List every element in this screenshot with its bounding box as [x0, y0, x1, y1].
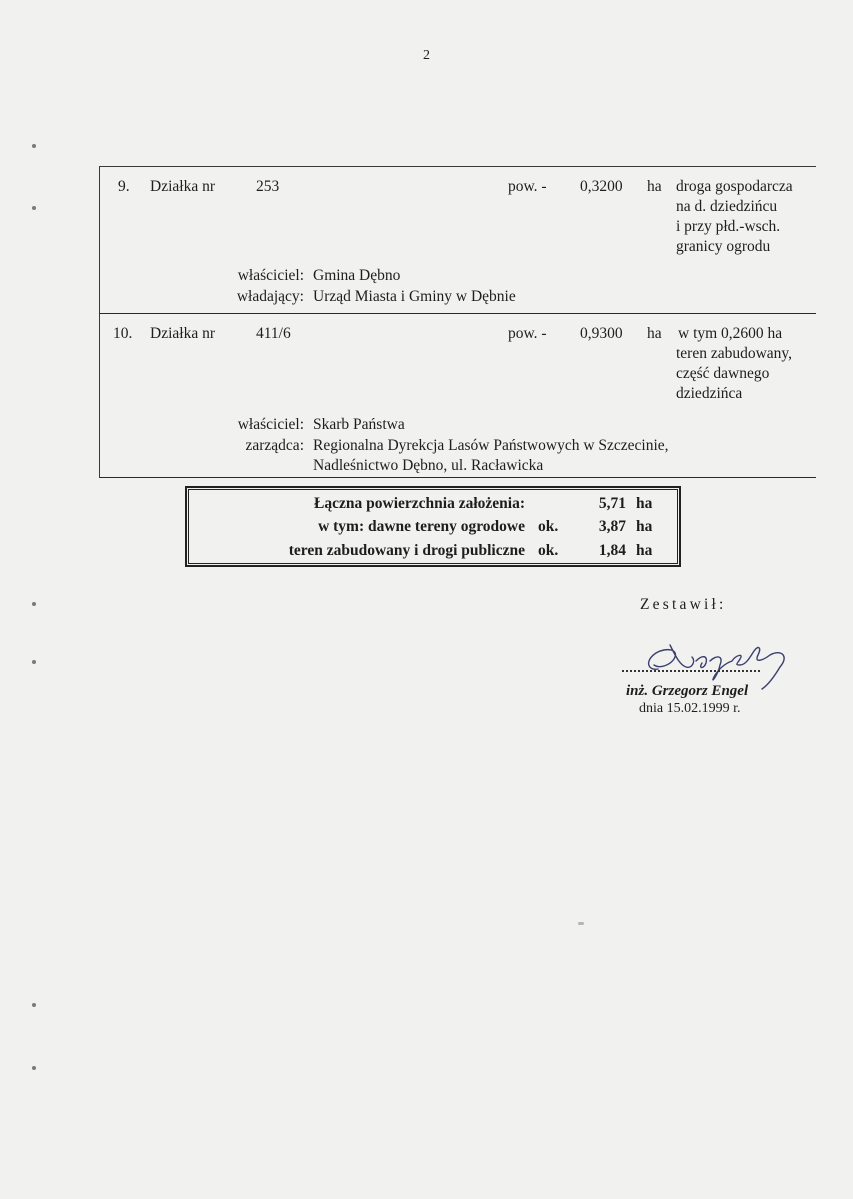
summary-label: w tym: dawne tereny ogrodowe: [318, 518, 525, 535]
manager-label: zarządca:: [245, 437, 304, 454]
parcel-number: 9.: [118, 178, 130, 195]
summary-label: teren zabudowany i drogi publiczne: [288, 542, 525, 559]
remark-line: część dawnego: [676, 365, 770, 382]
holder-label: władający:: [236, 288, 304, 305]
punch-mark: [32, 206, 36, 210]
signature-dotted-line: [622, 670, 760, 672]
summary-value: 5,71: [598, 495, 626, 512]
summary-unit: ha: [636, 542, 653, 559]
parcel-number: 10.: [113, 325, 133, 342]
document-date: dnia 15.02.1999 r.: [639, 701, 741, 716]
punch-mark: [32, 1003, 36, 1007]
summary-value: 1,84: [598, 542, 626, 559]
remark-line: dziedzińca: [676, 385, 743, 402]
remark-line: granicy ogrodu: [676, 238, 771, 255]
summary-qualifier: ok.: [538, 518, 559, 535]
parcel-id: 411/6: [256, 325, 291, 342]
summary-label: Łączna powierzchnia założenia:: [314, 495, 525, 512]
owner-label: właściciel:: [237, 416, 304, 433]
holder-value: Urząd Miasta i Gminy w Dębnie: [313, 288, 516, 305]
row-divider: [99, 313, 816, 314]
punch-mark: [32, 144, 36, 148]
owner-value: Skarb Państwa: [313, 416, 405, 433]
summary-unit: ha: [636, 518, 653, 535]
punch-mark: [32, 660, 36, 664]
punch-mark: [32, 602, 36, 606]
parcel-area: 0,9300: [580, 325, 623, 342]
page-number: 2: [423, 48, 430, 63]
parcel-id: 253: [256, 178, 280, 195]
summary-qualifier: ok.: [538, 542, 559, 559]
manager-value-line: Regionalna Dyrekcja Lasów Państwowych w Szczecinie,: [313, 437, 669, 454]
owner-label: właściciel:: [237, 267, 304, 284]
signer-name: inż. Grzegorz Engel: [626, 683, 749, 699]
remark-line: w tym 0,2600 ha: [678, 325, 783, 342]
parcel-area: 0,3200: [580, 178, 623, 195]
remark-line: teren zabudowany,: [676, 345, 793, 362]
paper-smudge: [578, 922, 584, 925]
compiled-by-label: Zestawił:: [640, 596, 727, 613]
parcel-label: Działka nr: [150, 178, 215, 195]
area-unit: ha: [647, 325, 662, 342]
summary-unit: ha: [636, 495, 653, 512]
owner-value: Gmina Dębno: [313, 267, 401, 284]
summary-value: 3,87: [598, 518, 626, 535]
area-unit: ha: [647, 178, 662, 195]
remark-line: droga gospodarcza: [676, 178, 793, 195]
area-label: pow. -: [508, 325, 547, 342]
remark-line: i przy płd.-wsch.: [676, 218, 781, 235]
punch-mark: [32, 1066, 36, 1070]
parcel-label: Działka nr: [150, 325, 215, 342]
manager-value-line: Nadleśnictwo Dębno, ul. Racławicka: [313, 457, 544, 474]
area-label: pow. -: [508, 178, 547, 195]
remark-line: na d. dziedzińcu: [676, 198, 778, 215]
